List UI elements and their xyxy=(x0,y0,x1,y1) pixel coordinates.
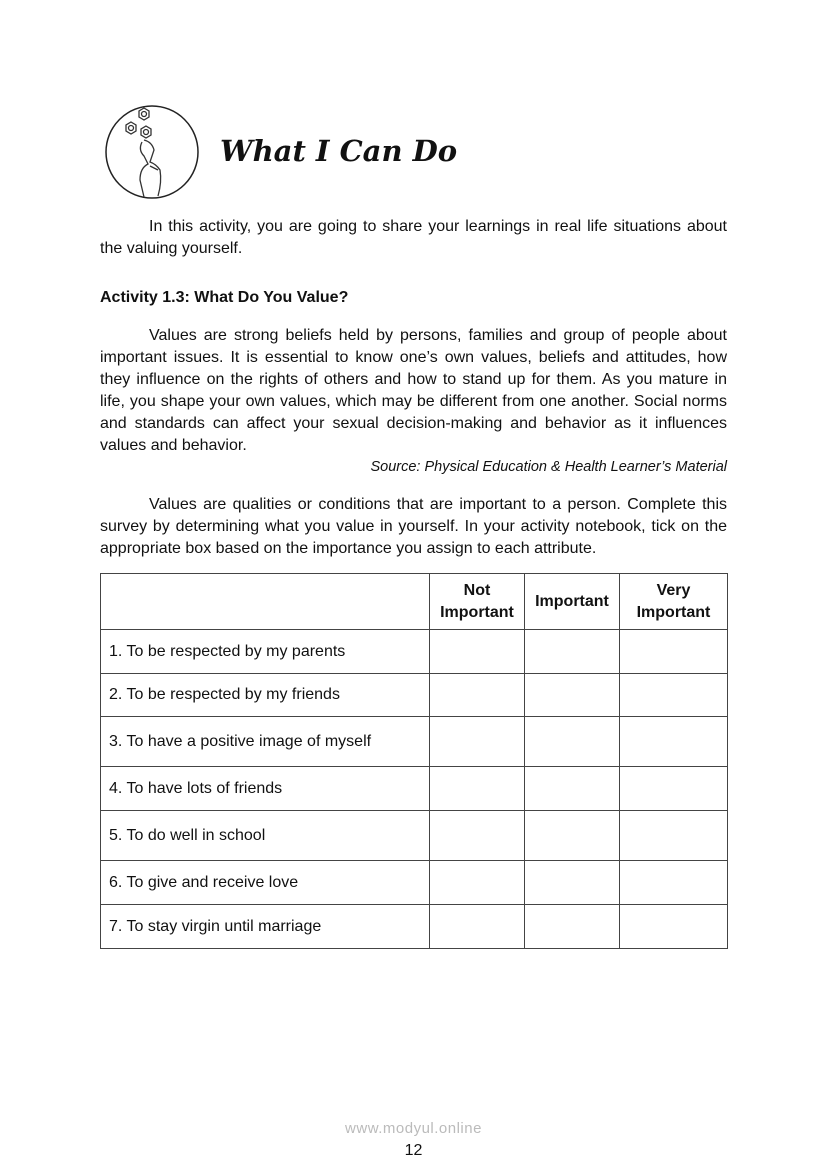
watermark: www.modyul.online xyxy=(345,1120,482,1137)
page-title: What I Can Do xyxy=(220,134,458,168)
tick-box[interactable] xyxy=(525,905,620,949)
values-survey-table xyxy=(100,573,728,949)
tick-box[interactable] xyxy=(620,861,728,905)
tick-box[interactable] xyxy=(525,717,620,767)
table-row xyxy=(101,811,728,861)
hand-with-gears-icon xyxy=(104,104,200,200)
tick-box[interactable] xyxy=(620,811,728,861)
table-row xyxy=(101,674,728,717)
attribute-cell: 3. To have a positive image of myself xyxy=(101,717,430,767)
tick-box[interactable] xyxy=(430,767,525,811)
tick-box[interactable] xyxy=(525,630,620,674)
tick-box[interactable] xyxy=(525,861,620,905)
column-header-important: Important xyxy=(525,574,620,630)
attribute-cell: 2. To be respected by my friends xyxy=(101,674,430,717)
values-paragraph: Values are strong beliefs held by persons, families and group of people about important issues. It is essential to know one’s own values, beliefs and attitudes, how they influence on the rights of others and how to stand up for them. As you mature in life, you shape your own values, which may be different from one another. Social norms and standards can affect your sexual decision-making and behavior as it influences values and behavior. xyxy=(100,327,727,454)
attribute-cell: 1. To be respected by my parents xyxy=(101,630,430,674)
table-row xyxy=(101,905,728,949)
instructions-paragraph: Values are qualities or conditions that are important to a person. Complete this survey by determining what you value in yourself. In your activity notebook, tick on the appropriate box based on the importance you assign to each attribute. xyxy=(100,496,727,557)
column-header-not-important: Not Important xyxy=(430,574,525,630)
tick-box[interactable] xyxy=(430,630,525,674)
attribute-cell: 7. To stay virgin until marriage xyxy=(101,905,430,949)
tick-box[interactable] xyxy=(525,767,620,811)
table-row xyxy=(101,717,728,767)
column-header-attribute xyxy=(101,574,430,630)
source-citation: Source: Physical Education & Health Learner’s Material xyxy=(370,459,727,475)
tick-box[interactable] xyxy=(620,905,728,949)
intro-paragraph: In this activity, you are going to share your learnings in real life situations about the valuing yourself. xyxy=(100,218,727,257)
attribute-cell: 4. To have lots of friends xyxy=(101,767,430,811)
tick-box[interactable] xyxy=(620,674,728,717)
table-row xyxy=(101,767,728,811)
tick-box[interactable] xyxy=(430,717,525,767)
table-header-row xyxy=(101,574,728,630)
attribute-cell: 5. To do well in school xyxy=(101,811,430,861)
tick-box[interactable] xyxy=(430,811,525,861)
tick-box[interactable] xyxy=(620,630,728,674)
tick-box[interactable] xyxy=(620,767,728,811)
tick-box[interactable] xyxy=(525,811,620,861)
table-row xyxy=(101,861,728,905)
tick-box[interactable] xyxy=(430,861,525,905)
tick-box[interactable] xyxy=(620,717,728,767)
attribute-cell: 6. To give and receive love xyxy=(101,861,430,905)
tick-box[interactable] xyxy=(430,905,525,949)
page-content xyxy=(100,216,727,949)
activity-heading: Activity 1.3: What Do You Value? xyxy=(100,289,349,306)
page-number: 12 xyxy=(404,1142,423,1159)
tick-box[interactable] xyxy=(525,674,620,717)
table-row xyxy=(101,630,728,674)
column-header-very-important: Very Important xyxy=(620,574,728,630)
tick-box[interactable] xyxy=(430,674,525,717)
